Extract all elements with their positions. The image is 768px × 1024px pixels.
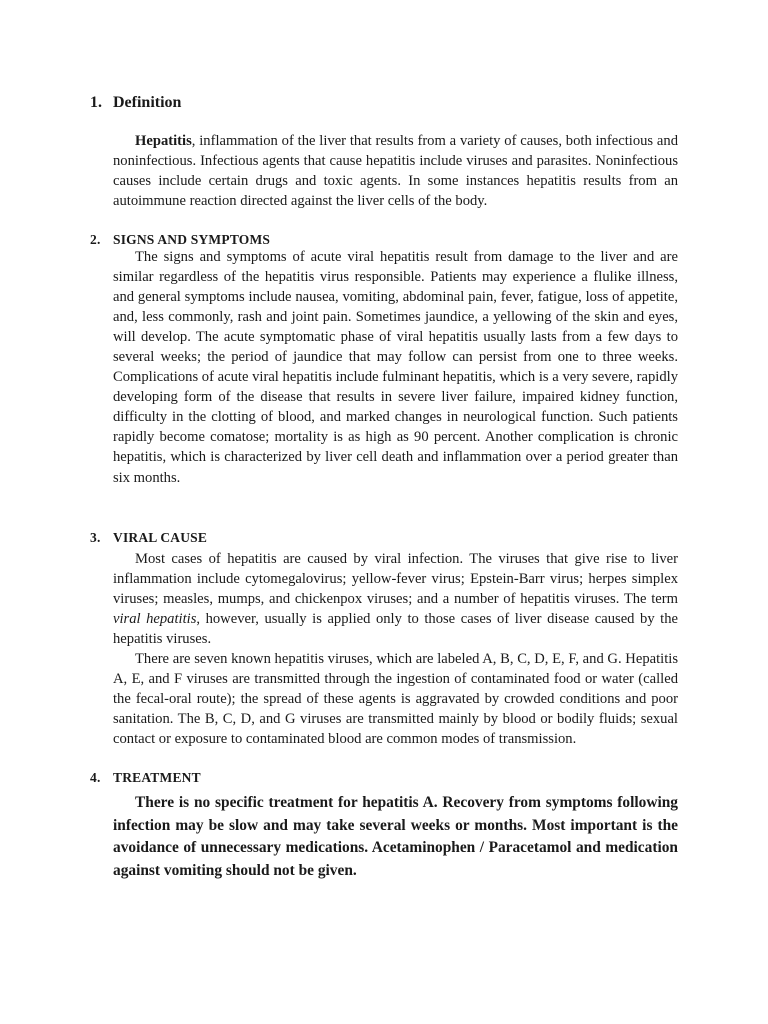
paragraph-text: , however, usually is applied only to those cases of liver disease caused by the hepatitis viruses. — [113, 611, 678, 648]
section-title: Definition — [113, 94, 182, 111]
section-number: 3. — [90, 530, 101, 545]
definition-paragraph — [113, 131, 678, 211]
section-title: SIGNS AND SYMPTOMS — [113, 232, 271, 247]
section-heading-treatment — [90, 770, 201, 786]
section-number: 2. — [90, 232, 101, 247]
section-title: VIRAL CAUSE — [113, 530, 208, 545]
section-heading-definition — [90, 94, 181, 112]
treatment-paragraph: There is no specific treatment for hepatitis A. Recovery from symptoms following infection may be slow and may take several weeks or months. Most important is the avoidance of unnecessary medications. Acetaminophen / Paracetamol and medication against vomiting should not be given. — [113, 794, 678, 879]
section-heading-signs-and-symptoms — [90, 232, 270, 248]
bold-term: Hepatitis — [135, 133, 192, 149]
hepatitis-viruses-paragraph: There are seven known hepatitis viruses, which are labeled A, B, C, D, E, F, and G. Hepatitis A, E, and F viruses are transmitted through the ingestion of contaminated food or water (called the fecal-oral route); the spread of these agents is aggravated by crowded conditions and poor sanitation. The B, C, D, and G viruses are transmitted mainly by blood or bodily fluids; sexual contact or exposure to contaminated blood are common modes of transmission. — [113, 651, 678, 748]
paragraph-text: Most cases of hepatitis are caused by viral infection. The viruses that give rise to liver inflammation include cytomegalovirus; yellow-fever virus; Epstein-Barr virus; herpes simplex viruses; measles, mumps, and chickenpox viruses; and a number of hepatitis viruses. The term — [113, 551, 678, 608]
section-heading-viral-cause — [90, 530, 207, 546]
section-number: 4. — [90, 770, 101, 785]
paragraph-text: , inflammation of the liver that results from a variety of causes, both infectious and noninfectious. Infectious agents that cause hepatitis include viruses and parasites. Noninfectious causes include certain drugs and toxic agents. In some instances hepatitis results from an autoimmune reaction directed against the liver cells of the body. — [113, 133, 678, 210]
symptoms-paragraph: The signs and symptoms of acute viral hepatitis result from damage to the liver and are similar regardless of the hepatitis virus responsible. Patients may experience a flulike illness, and general symptoms include nausea, vomiting, abdominal pain, fever, fatigue, loss of appetite, and, less commonly, rash and joint pain. Sometimes jaundice, a yellowing of the skin and eyes, will develop. The acute symptomatic phase of viral hepatitis usually lasts from a few days to several weeks; the period of jaundice that may follow can persist from one to three weeks. Complications of acute viral hepatitis include fulminant hepatitis, which is a very severe, rapidly developing form of the disease that results in severe liver failure, impaired kidney function, difficulty in the clotting of blood, and marked changes in neurological function. Such patients rapidly become comatose; mortality is as high as 90 percent. Another complication is chronic hepatitis, which is characterized by liver cell death and inflammation over a period greater than six months. — [113, 249, 678, 486]
section-number: 1. — [90, 94, 102, 111]
italic-term: viral hepatitis — [113, 611, 197, 628]
section-title: TREATMENT — [113, 770, 201, 785]
viral-cause-paragraph — [113, 549, 678, 649]
